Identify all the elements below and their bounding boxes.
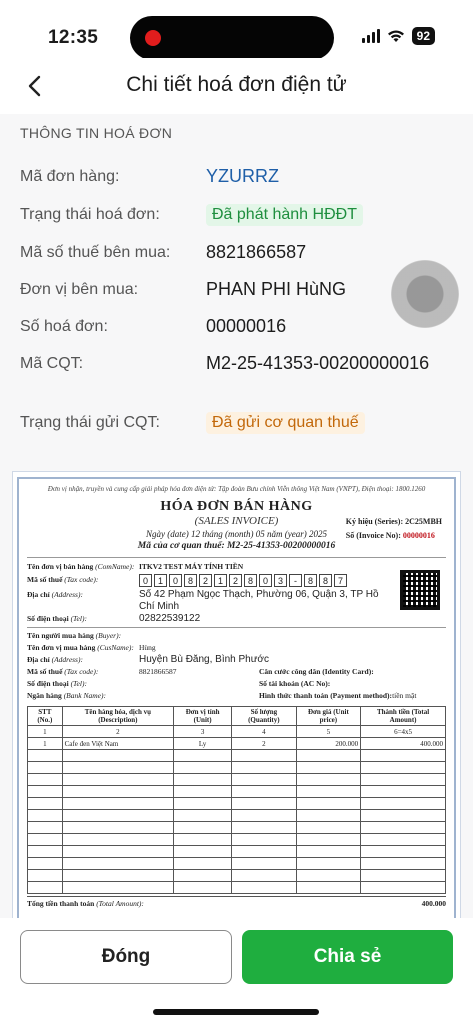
table-index-cell: 1 bbox=[28, 726, 63, 738]
buyer-row bbox=[20, 279, 453, 300]
tax-digit-box: 1 bbox=[214, 574, 227, 587]
wifi-icon bbox=[387, 29, 405, 43]
tax-digit-box: 1 bbox=[154, 574, 167, 587]
empty-table-row bbox=[28, 858, 446, 870]
empty-table-row bbox=[28, 834, 446, 846]
empty-table-row bbox=[28, 882, 446, 894]
invoice-series bbox=[346, 515, 442, 543]
recording-indicator-icon bbox=[145, 30, 161, 46]
cqt-row bbox=[20, 352, 453, 375]
cqt-value: M2-25-41353-00200000016 bbox=[206, 353, 430, 373]
invoice-provider: Đơn vị nhận, truyền và cung cấp giải pháp hóa đơn điện tử: Tập đoàn Bưu chính Viễn thông Việt Nam (VNPT), Điện thoại: 1800.1260 bbox=[47, 485, 426, 493]
status-badge: Đã phát hành HĐĐT bbox=[206, 204, 363, 226]
tax-label: Mã số thuế bên mua: bbox=[20, 243, 171, 261]
invoice-preview[interactable] bbox=[12, 471, 461, 921]
seller-tax-line: Mã số thuế (Tax code): 0 1 0 8 2 1 2 8 0 3 - 8 8 7 bbox=[27, 574, 446, 587]
tax-digit-box: 8 bbox=[304, 574, 317, 587]
sent-row bbox=[20, 412, 453, 434]
order-row bbox=[20, 166, 453, 187]
table-header-cell: Tên hàng hóa, dịch vụ (Description) bbox=[62, 707, 173, 726]
tax-digit-box: 2 bbox=[229, 574, 242, 587]
close-button[interactable]: Đóng bbox=[20, 930, 232, 984]
tax-digit-box: 0 bbox=[139, 574, 152, 587]
table-header-cell: Đơn vị tính (Unit) bbox=[174, 707, 232, 726]
table-header-cell: STT (No.) bbox=[28, 707, 63, 726]
table-index-cell: 3 bbox=[174, 726, 232, 738]
table-index-cell: 4 bbox=[232, 726, 296, 738]
battery-icon: 92 bbox=[412, 27, 435, 45]
table-cell: 400.000 bbox=[361, 738, 446, 750]
invoice-items-table bbox=[27, 706, 446, 894]
order-label: Mã đơn hàng: bbox=[20, 167, 120, 185]
tax-row bbox=[20, 242, 453, 263]
table-header-cell: Thành tiền (Total Amount) bbox=[361, 707, 446, 726]
sent-badge: Đã gửi cơ quan thuế bbox=[206, 412, 365, 434]
empty-table-row bbox=[28, 762, 446, 774]
series-value: 2C25MBH bbox=[405, 517, 442, 526]
invoice-no-value: 00000016 bbox=[402, 531, 435, 540]
seller-phone-line: Số điện thoại (Tel): 02822539122 bbox=[27, 613, 201, 624]
invoice-details bbox=[0, 114, 473, 920]
seller-address-line: Địa chỉ (Address): Số 42 Phạm Ngọc Thạch, Phường 06, Quận 3, TP Hồ Chí Minh bbox=[27, 589, 379, 612]
order-code-link[interactable]: YZURRZ bbox=[206, 166, 279, 186]
cellular-signal-icon bbox=[362, 29, 380, 43]
invoice-date: Ngày (date) 12 tháng (month) 05 năm (year) 2025 bbox=[146, 529, 327, 539]
table-header-cell: Đơn giá (Unit price) bbox=[296, 707, 361, 726]
buyer-unit-line: Tên đơn vị mua hàng (CusName): Hùng bbox=[27, 643, 156, 652]
number-row bbox=[20, 316, 453, 337]
empty-table-row bbox=[28, 774, 446, 786]
page-title: Chi tiết hoá đơn điện tử bbox=[126, 73, 347, 96]
tax-digit-box: 7 bbox=[334, 574, 347, 587]
table-index-cell: 2 bbox=[62, 726, 173, 738]
home-indicator bbox=[153, 1009, 319, 1015]
buyer-tax-line: Mã số thuế (Tax code): 8821866587 Căn cước công dân (Identity Card): bbox=[27, 667, 374, 676]
qr-code bbox=[400, 570, 440, 610]
invoice-no-label: Số (Invoice No): bbox=[345, 531, 401, 540]
tax-digit-box: 0 bbox=[169, 574, 182, 587]
buyer-label: Đơn vị bên mua: bbox=[20, 280, 139, 298]
table-cell: Cafe đen Việt Nam bbox=[62, 738, 173, 750]
empty-table-row bbox=[28, 846, 446, 858]
assistive-touch-button[interactable] bbox=[391, 260, 459, 328]
seller-name-line: Tên đơn vị bán hàng (ComName): ITKV2 TEST MÁY TÍNH TIỀN bbox=[27, 562, 244, 571]
tax-digit-box: 2 bbox=[199, 574, 212, 587]
empty-table-row bbox=[28, 786, 446, 798]
section-title: THÔNG TIN HOÁ ĐƠN bbox=[20, 125, 173, 141]
tax-value: 8821866587 bbox=[206, 242, 307, 262]
table-cell: 1 bbox=[28, 738, 63, 750]
buyer-address-line: Địa chỉ (Address): Huyện Bù Đăng, Bình Phước bbox=[27, 654, 269, 665]
table-cell: 200.000 bbox=[296, 738, 361, 750]
empty-table-row bbox=[28, 810, 446, 822]
number-value: 00000016 bbox=[206, 316, 287, 336]
invoice-document bbox=[17, 477, 456, 920]
tax-digit-box: - bbox=[289, 574, 302, 587]
series-label: Ký hiệu (Series): bbox=[345, 517, 404, 526]
empty-table-row bbox=[28, 798, 446, 810]
table-index-cell: 6=4x5 bbox=[361, 726, 446, 738]
buyer-person-line: Tên người mua hàng (Buyer): bbox=[27, 631, 122, 640]
action-bar bbox=[0, 918, 473, 1024]
tax-digit-box: 3 bbox=[274, 574, 287, 587]
invoice-total-value: 400.000 bbox=[421, 899, 446, 908]
buyer-bank-line: Ngân hàng (Bank Name): Hình thức thanh toán (Payment method): tiền mặt bbox=[27, 691, 417, 700]
tax-digit-box: 8 bbox=[244, 574, 257, 587]
status-time: 12:35 bbox=[48, 27, 99, 48]
number-label: Số hoá đơn: bbox=[20, 317, 108, 335]
table-header-cell: Số lượng (Quantity) bbox=[232, 707, 296, 726]
table-cell: Ly bbox=[174, 738, 232, 750]
status-icons bbox=[362, 27, 435, 45]
empty-table-row bbox=[28, 750, 446, 762]
cqt-label: Mã CQT: bbox=[20, 354, 84, 372]
table-index-cell: 5 bbox=[296, 726, 361, 738]
status-row bbox=[20, 204, 453, 226]
dynamic-island bbox=[130, 16, 334, 60]
tax-digit-box: 0 bbox=[259, 574, 272, 587]
empty-table-row bbox=[28, 870, 446, 882]
tax-digit-box: 8 bbox=[319, 574, 332, 587]
tax-digit-box: 8 bbox=[184, 574, 197, 587]
header bbox=[0, 58, 473, 114]
table-cell: 2 bbox=[232, 738, 296, 750]
buyer-value: PHAN PHI HùNG bbox=[206, 279, 347, 299]
status-label: Trạng thái hoá đơn: bbox=[20, 206, 160, 223]
invoice-cqt-code: Mã của cơ quan thuế: M2-25-41353-00200000016 bbox=[137, 541, 336, 551]
invoice-total-line: Tổng tiền thanh toán (Total Amount): 400.000 bbox=[27, 896, 446, 908]
buyer-phone-line: Số điện thoại (Tel): Số tài khoản (AC No): bbox=[27, 679, 331, 688]
invoice-title: HÓA ĐƠN BÁN HÀNG bbox=[160, 499, 313, 514]
sent-label: Trạng thái gửi CQT: bbox=[20, 414, 160, 431]
share-button[interactable]: Chia sẻ bbox=[242, 930, 453, 984]
invoice-subtitle: (SALES INVOICE) bbox=[194, 515, 279, 527]
empty-table-row bbox=[28, 822, 446, 834]
table-row bbox=[28, 738, 446, 750]
